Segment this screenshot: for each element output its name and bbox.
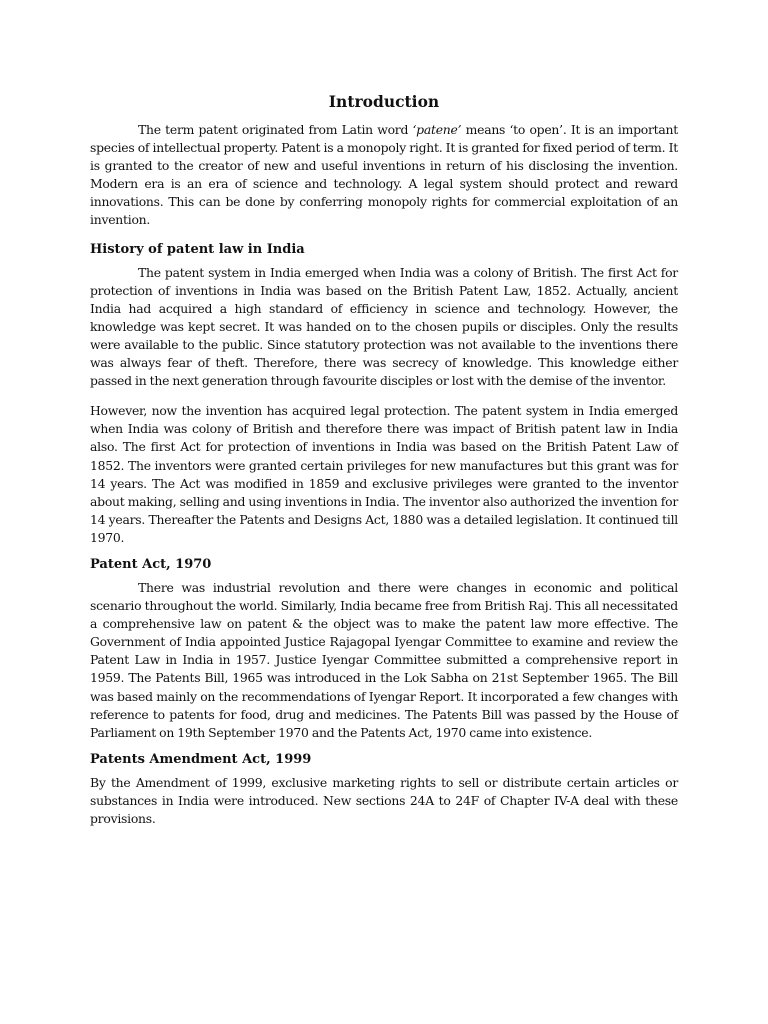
page-title: Introduction [328, 92, 440, 111]
section-heading-history: History of patent law in India [90, 241, 305, 257]
intro-text-rest: means ‘to open’. It is an important species of intellectual property. Patent is a monopoly right. It is granted for fixed period of term. It is granted to the creator of new and useful inventions in return of his disclosing the invention. Modern era is an era of science and technology. A legal system should protect and reward innovations. This can be done by conferring monopoly rights for commercial exploitation of an invention. [90, 122, 678, 228]
history-paragraph-1: The patent system in India emerged when India was a colony of British. The first Act for protection of inventions in India was based on the British Patent Law, 1852. Actually, ancient India had acquired a high standard of efficiency in science and technology. However, the knowledge was kept secret. It was handed on to the chosen pupils or disciples. Only the results were available to the public. Since statutory protection was not available to the inventions there was always fear of theft. Therefore, there was secrecy of knowledge. This knowledge either passed in the next generation through favourite disciples or lost with the demise of the inventor. [90, 264, 678, 389]
history-paragraph-2: However, now the invention has acquired legal protection. The patent system in India emerged when India was colony of British and therefore there was impact of British patent law in India also. The first Act for protection of inventions in India was based on the British Patent Law of 1852. The inventors were granted certain privileges for new manufactures but this grant was for 14 years. The Act was modified in 1859 and exclusive privileges were granted to the inventor about making, selling and using inventions in India. The inventor also authorized the invention for 14 years. Thereafter the Patents and Designs Act, 1880 was a detailed legislation. It continued till 1970. [90, 403, 678, 545]
amendment-1999-paragraph: By the Amendment of 1999, exclusive marketing rights to sell or distribute certain articles or substances in India were introduced. New sections 24A to 24F of Chapter IV-A deal with these provisions. [90, 774, 678, 826]
intro-latin-word: ‘patene’ [412, 122, 462, 137]
intro-text-start: The term patent originated from Latin word [138, 122, 413, 137]
intro-paragraph [90, 121, 678, 230]
section-heading-act-1970: Patent Act, 1970 [90, 556, 212, 572]
section-heading-amendment-1999: Patents Amendment Act, 1999 [90, 751, 312, 767]
act-1970-paragraph: There was industrial revolution and there were changes in economic and political scenario throughout the world. Similarly, India became free from British Raj. This all necessitated a comprehensive law on patent & the object was to make the patent law more effective. The Government of India appointed Justice Rajagopal Iyengar Committee to examine and review the Patent Law in India in 1957. Justice Iyengar Committee submitted a comprehensive report in 1959. The Patents Bill, 1965 was introduced in the Lok Sabha on 21st September 1965. The Bill was based mainly on the recommendations of Iyengar Report. It incorporated a few changes with reference to patents for food, drug and medicines. The Patents Bill was passed by the House of Parliament on 19th September 1970 and the Patents Act, 1970 came into existence. [90, 579, 678, 740]
